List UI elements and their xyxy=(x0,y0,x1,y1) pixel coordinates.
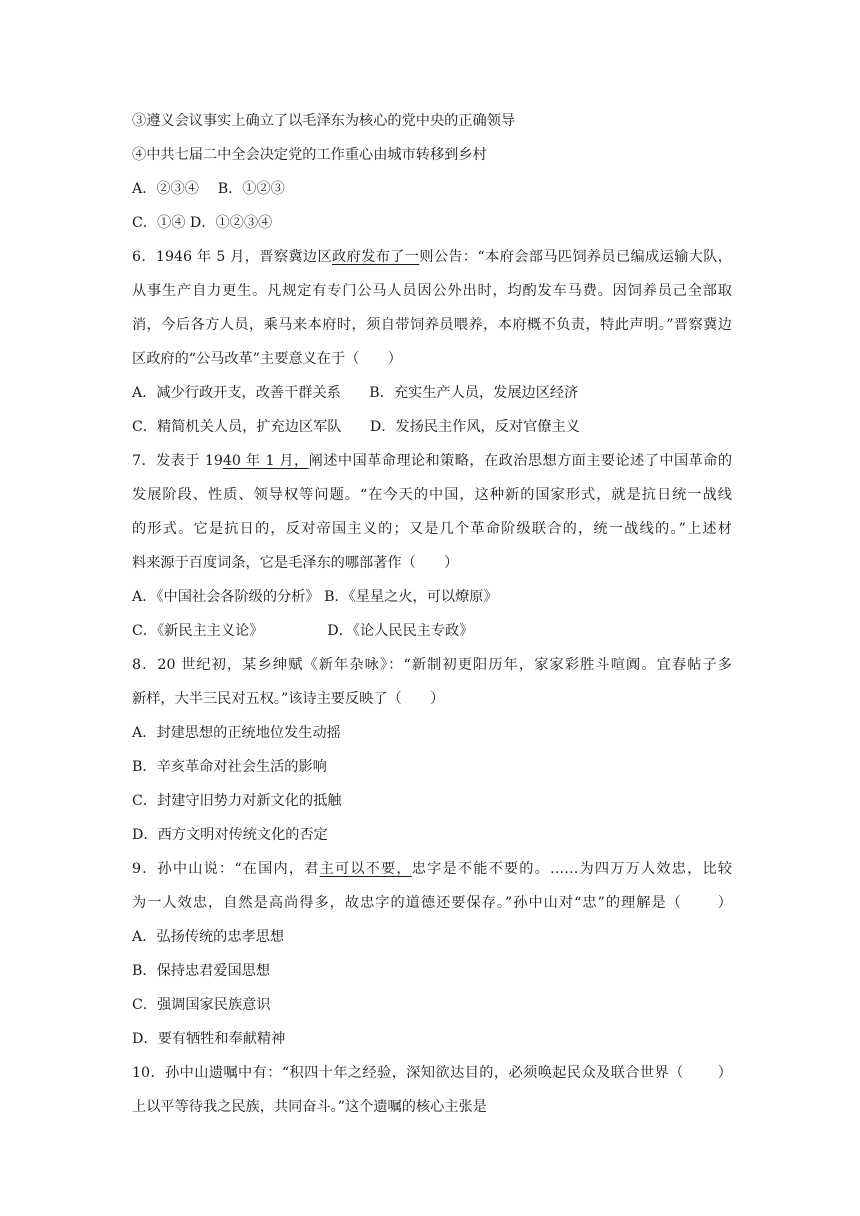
q8-option-d: D．西方文明对传统文化的否定 xyxy=(132,827,328,843)
q7-options-cd: C．《新民主主义论》 D．《论人民民主专政》 xyxy=(132,623,474,639)
q6-stem-line-3: 消，今后各方人员，乘马来本府时，须自带饲养员喂养，本府概不负责，特此声明。”晋察冀边 xyxy=(132,317,732,333)
q9-underlined-text: 主可以不要， xyxy=(319,861,412,877)
q8-stem-line-2: 新样，大半三民对五权。”该诗主要反映了（ ） xyxy=(132,691,445,707)
q7-stem-text-a: 7．发表于 19 xyxy=(132,453,223,469)
q7-options-ab: A．《中国社会各阶级的分析》 B．《星星之火，可以燎原》 xyxy=(132,589,498,605)
q6-stem-text-a: 6．1946 年 5 月，晋察冀边区 xyxy=(132,249,333,265)
q7-stem-text-b: 阐述中国革命理论和策略，在政治思想方面主要论述了中国革命的 xyxy=(308,453,733,469)
q9-option-b: B．保持忠君爱国思想 xyxy=(132,963,271,979)
q6-underlined-text: 政府发布了一 xyxy=(332,249,420,265)
q9-option-d: D．要有牺牲和奉献精神 xyxy=(132,1031,286,1047)
q10-stem-line-2: 上以平等待我之民族，共同奋斗。”这个遗嘱的核心主张是 xyxy=(132,1099,487,1115)
q5-options-cd: C．①④ D．①②③④ xyxy=(132,215,273,231)
q8-option-a: A．封建思想的正统地位发生动摇 xyxy=(132,725,341,741)
q9-stem-text-a: 9．孙中山说：“在国内，君 xyxy=(132,861,320,877)
q9-stem-text-b: 忠字是不能不要的。……为四万万人效忠，比较 xyxy=(411,861,732,877)
q9-stem-line-2: 为一人效忠，自然是高尚得多，故忠字的道德还要保存。”孙中山对“忠”的理解是（ ） xyxy=(132,895,732,911)
q7-stem-line-4: 料来源于百度词条，它是毛泽东的哪部著作（ ） xyxy=(132,555,459,571)
q8-option-b: B．辛亥革命对社会生活的影响 xyxy=(132,759,327,775)
q9-option-c: C．强调国家民族意识 xyxy=(132,997,271,1013)
q10-stem-line-1: 10．孙中山遗嘱中有：“积四十年之经验，深知欲达目的，必须唤起民众及联合世界（ ） xyxy=(132,1065,732,1081)
q6-stem-line-2: 从事生产自力更生。凡规定有专门公马人员因公外出时，均酌发车马费。因饲养员己全部取 xyxy=(132,283,732,299)
q9-option-a: A．弘扬传统的忠孝思想 xyxy=(132,929,285,945)
q7-stem-line-2: 发展阶段、性质、领导权等问题。“在今天的中国，这种新的国家形式，就是抗日统一战线 xyxy=(132,487,732,503)
q5-statement-4: ④中共七届二中全会决定党的工作重心由城市转移到乡村 xyxy=(132,147,487,163)
q7-underlined-text: 40 年 1 月， xyxy=(222,453,309,469)
q8-option-c: C．封建守旧势力对新文化的抵触 xyxy=(132,793,342,809)
q6-stem-line-1 xyxy=(132,240,732,274)
q6-stem-line-4: 区政府的“公马改革”主要意义在于（ ） xyxy=(132,351,402,367)
q9-stem-line-1 xyxy=(132,852,732,886)
q8-stem-line-1: 8．20 世纪初，某乡绅赋《新年杂咏》：“新制初更阳历年，家家彩胜斗喧阗。宜春帖子多 xyxy=(132,657,732,673)
q6-stem-text-b: 则公告：“本府会部马匹饲养员已编成运输大队， xyxy=(419,249,732,265)
exam-content xyxy=(132,104,732,1124)
q6-options-ab: A．减少行政开支，改善干群关系 B．充实生产人员，发展边区经济 xyxy=(132,385,579,401)
q6-options-cd: C．精简机关人员，扩充边区军队 D．发扬民主作风，反对官僚主义 xyxy=(132,419,580,435)
q5-statement-3: ③遵义会议事实上确立了以毛泽东为核心的党中央的正确领导 xyxy=(132,113,516,129)
q7-stem-line-1 xyxy=(132,444,732,478)
q7-stem-line-3: 的形式。它是抗日的，反对帝国主义的；又是几个革命阶级联合的，统一战线的。”上述材 xyxy=(132,521,732,537)
q5-options-ab: A．②③④ B．①②③ xyxy=(132,181,285,197)
